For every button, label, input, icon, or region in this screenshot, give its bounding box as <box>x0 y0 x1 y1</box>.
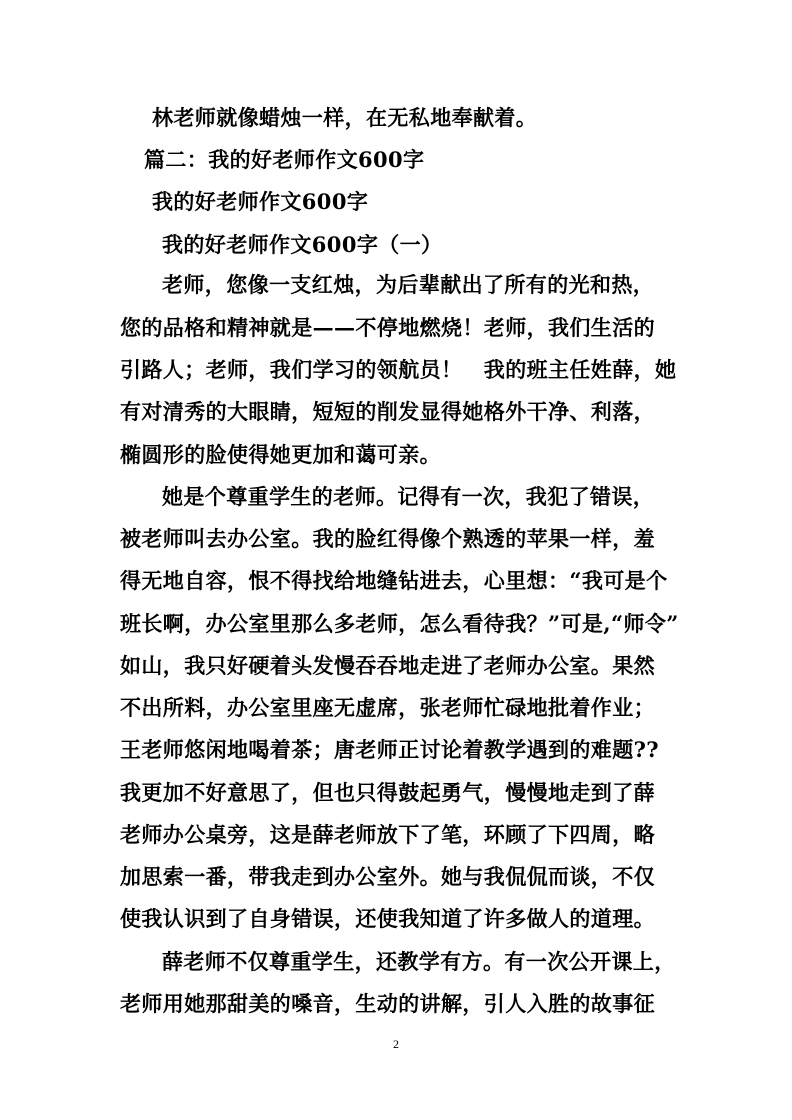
text-line-7: 引路人；老师，我们学习的领航员！ 我的班主任姓薛，她 <box>120 357 677 382</box>
text-line-20: 使我认识到了自身错误，还使我知道了许多做人的道理。 <box>120 906 655 931</box>
text-line-6: 您的品格和精神就是——不停地燃烧！老师，我们生活的 <box>120 315 655 340</box>
text-line-18: 老师办公桌旁，这是薛老师放下了笔，环顾了下四周，略 <box>120 822 655 847</box>
text-line-11: 被老师叫去办公室。我的脸红得像个熟透的苹果一样，羞 <box>120 526 655 551</box>
text-line-13: 班长啊，办公室里那么多老师，怎么看待我？”可是,“师令” <box>120 611 679 636</box>
text-line-12: 得无地自容，恨不得找给地缝钻进去，心里想：“我可是个 <box>120 568 668 593</box>
text-line-10: 她是个尊重学生的老师。记得有一次，我犯了错误， <box>162 484 655 509</box>
text-line-22: 老师用她那甜美的嗓音，生动的讲解，引人入胜的故事征 <box>120 991 655 1016</box>
section-heading: 篇二：我的好老师作文600字 <box>144 147 425 172</box>
text-line-5: 老师，您像一支红烛，为后辈献出了所有的光和热， <box>162 272 655 297</box>
text-line-14: 如山，我只好硬着头发慢吞吞地走进了老师办公室。果然 <box>120 653 655 678</box>
text-line-8: 有对清秀的大眼睛，短短的削发显得她格外干净、利落， <box>120 399 655 424</box>
text-line-17: 我更加不好意思了，但也只得鼓起勇气，慢慢地走到了薛 <box>120 780 655 805</box>
text-line-15: 不出所料，办公室里座无虚席，张老师忙碌地批着作业； <box>120 695 655 720</box>
text-line-9: 椭圆形的脸使得她更加和蔼可亲。 <box>120 442 441 467</box>
page-number: 2 <box>393 1037 399 1051</box>
text-line-21: 薛老师不仅尊重学生，还教学有方。有一次公开课上， <box>162 949 676 974</box>
text-line-1: 林老师就像蜡烛一样，在无私地奉献着。 <box>152 105 538 130</box>
text-line-16: 王老师悠闲地喝着茶；唐老师正讨论着教学遇到的难题?? <box>120 737 660 762</box>
text-line-19: 加思索一番，带我走到办公室外。她与我侃侃而谈，不仅 <box>120 864 655 889</box>
article-title: 我的好老师作文600字 <box>152 189 369 214</box>
article-subtitle: 我的好老师作文600字（一） <box>162 232 443 257</box>
